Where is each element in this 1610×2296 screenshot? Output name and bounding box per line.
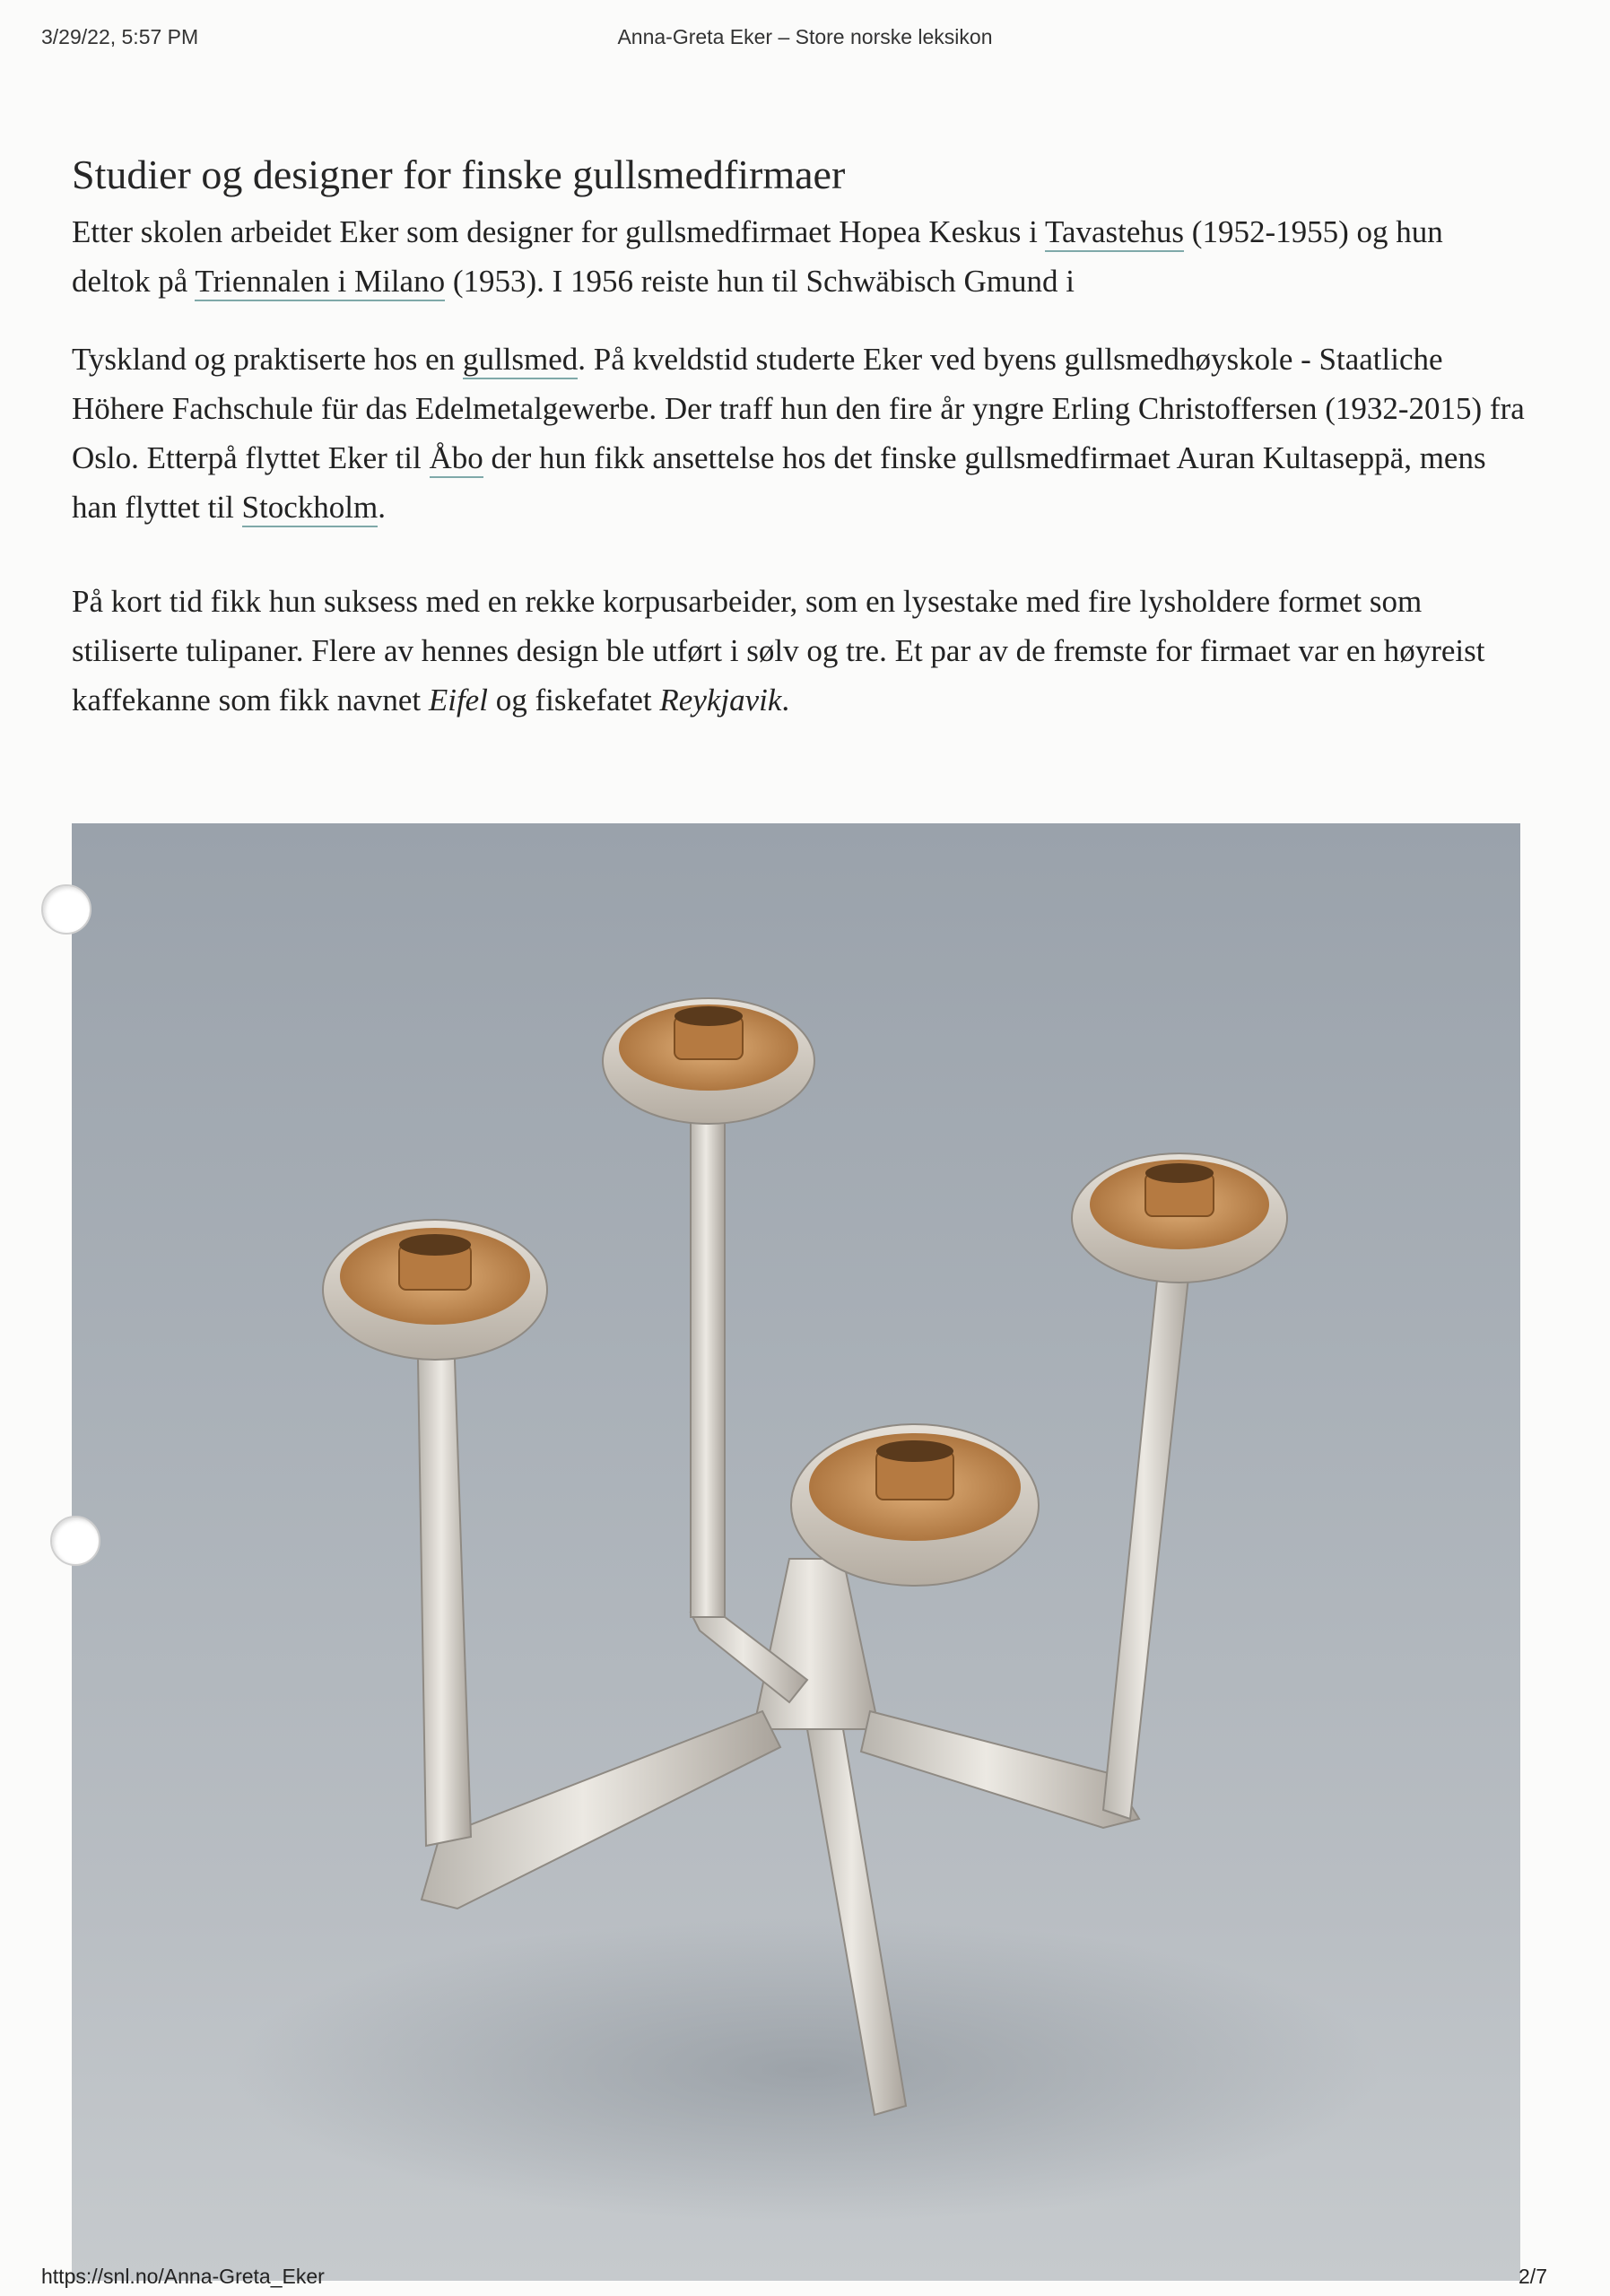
section-heading: Studier og designer for finske gullsmedfirmaer [72, 152, 846, 197]
text-run: Tyskland og praktiserte hos en [72, 342, 463, 377]
candle-holder-left [323, 1220, 547, 1846]
text-run: . På kveldstid studerte Eker ved byens gullsmedhøyskole - Staatliche Höhere Fachschule für das Edelmetalgewerbe. Der traff hun den fire år yngre Erling Christoffersen (1932-2015) fra Oslo. Etterpå flyttet Eker til [72, 342, 1525, 475]
print-footer [0, 2265, 1610, 2292]
candlestick-photo [72, 823, 1520, 2281]
link-tavastehus[interactable]: Tavastehus [1045, 214, 1184, 252]
text-run: På kort tid fikk hun suksess med en rekke korpusarbeider, som en lysestake med fire lysholdere formet som stiliserte tulipaner. Flere av hennes design ble utført i sølv og tre. Et par av de fremste for firmaet var en høyreist kaffekanne som fikk navnet [72, 584, 1485, 718]
punch-hole [41, 884, 91, 935]
paragraph-1-continued [72, 335, 1525, 532]
text-run: . [378, 490, 386, 525]
page-number: 2/7 [1519, 2265, 1547, 2288]
link-gullsmed[interactable]: gullsmed [463, 342, 578, 379]
print-header [0, 25, 1610, 61]
punch-hole [50, 1516, 100, 1566]
italic-title-reykjavik: Reykjavik [659, 683, 782, 718]
text-run: Etter skolen arbeidet Eker som designer for gullsmedfirmaet Hopea Keskus i [72, 214, 1046, 249]
floor-shadow [233, 1918, 1381, 2222]
article-section [72, 151, 1525, 725]
link-stockholm[interactable]: Stockholm [242, 490, 379, 527]
text-run: . [781, 683, 790, 718]
candle-holder-back [603, 998, 814, 1617]
print-date: 3/29/22, 5:57 PM [41, 25, 199, 48]
candlestick-illustration [72, 823, 1520, 2281]
text-run: (1952-1955) og hun deltok på [72, 214, 1443, 299]
link-abo[interactable]: Åbo [430, 440, 483, 478]
link-triennalen-i-milano[interactable]: Triennalen i Milano [195, 264, 445, 301]
text-run: der hun fikk ansettelse hos det finske gullsmedfirmaet Auran Kultaseppä, mens han flyttet til [72, 440, 1486, 525]
paragraph-2 [72, 577, 1525, 725]
print-page-title: Anna-Greta Eker – Store norske leksikon [617, 25, 993, 48]
text-run: (1953). I 1956 reiste hun til Schwäbisch Gmund i [445, 264, 1075, 299]
italic-title-eifel: Eifel [428, 683, 488, 718]
candle-holder-front [791, 1424, 1039, 1586]
candle-holder-right [1072, 1153, 1287, 1819]
paragraph-1 [72, 207, 1525, 306]
print-url: https://snl.no/Anna-Greta_Eker [41, 2265, 325, 2288]
text-run: og fiskefatet [487, 683, 660, 718]
